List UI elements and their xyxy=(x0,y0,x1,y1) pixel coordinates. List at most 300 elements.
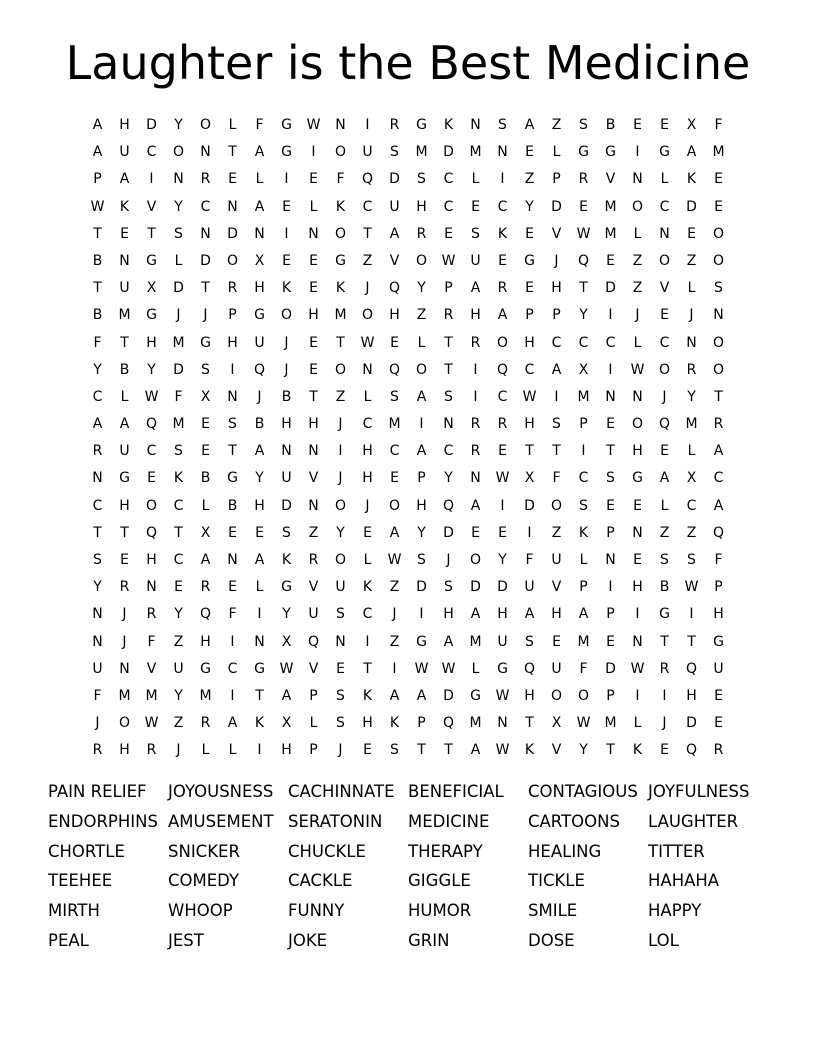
grid-letter: G xyxy=(335,252,346,269)
grid-letter: I xyxy=(473,388,478,405)
grid-letter: E xyxy=(228,579,237,596)
grid-letter: W xyxy=(360,334,375,351)
grid-row xyxy=(84,601,732,628)
grid-letter: L xyxy=(687,443,696,460)
grid-letter: F xyxy=(147,633,156,650)
grid-letter: B xyxy=(227,497,238,514)
grid-letter: D xyxy=(146,117,157,133)
grid-letter: X xyxy=(281,715,292,732)
grid-letter: D xyxy=(443,144,454,161)
grid-letter: D xyxy=(173,280,184,297)
grid-letter: A xyxy=(713,443,724,460)
grid-letter: Y xyxy=(93,579,102,596)
grid-letter: D xyxy=(686,198,697,215)
word-list-item: FUNNY xyxy=(288,901,345,921)
grid-letter: T xyxy=(606,443,615,460)
grid-letter: S xyxy=(390,144,399,161)
grid-letter: P xyxy=(93,171,102,188)
grid-letter: W xyxy=(279,660,294,677)
word-list-item: GIGGLE xyxy=(408,871,471,891)
grid-letter: C xyxy=(389,443,400,460)
grid-row xyxy=(84,574,732,601)
grid-letter: N xyxy=(200,225,211,242)
grid-letter: V xyxy=(308,579,319,596)
grid-letter: R xyxy=(200,579,211,596)
grid-letter: N xyxy=(335,633,346,650)
grid-letter: J xyxy=(662,388,667,405)
word-list-item: HAHAHA xyxy=(648,871,720,891)
word-list-item: ENDORPHINS xyxy=(48,811,158,831)
grid-letter: G xyxy=(416,633,427,650)
grid-letter: H xyxy=(146,552,157,568)
grid-letter: P xyxy=(606,687,615,704)
grid-letter: A xyxy=(497,307,508,324)
grid-letter: T xyxy=(714,388,723,405)
grid-letter: X xyxy=(686,117,697,133)
grid-letter: G xyxy=(632,470,643,487)
grid-letter: Q xyxy=(307,633,320,650)
grid-letter: Y xyxy=(174,687,183,704)
grid-letter: C xyxy=(146,144,157,161)
grid-letter: I xyxy=(635,687,640,704)
grid-letter: H xyxy=(497,606,508,623)
grid-letter: T xyxy=(552,443,561,460)
word-list-item: AMUSEMENT xyxy=(168,811,274,831)
grid-letter: A xyxy=(254,443,265,460)
word-list-row xyxy=(48,926,768,956)
grid-letter: Y xyxy=(498,552,507,568)
grid-letter: D xyxy=(551,198,562,215)
grid-letter: J xyxy=(338,742,343,759)
letter-grid xyxy=(84,112,732,765)
grid-letter: O xyxy=(388,497,401,514)
grid-letter: U xyxy=(551,660,562,677)
grid-letter: E xyxy=(633,117,642,133)
grid-letter: E xyxy=(687,225,696,242)
word-list-item: LOL xyxy=(648,930,679,950)
grid-letter: L xyxy=(363,552,372,568)
grid-letter: T xyxy=(255,687,264,704)
grid-letter: V xyxy=(308,660,319,677)
grid-letter: U xyxy=(362,144,373,161)
grid-letter: I xyxy=(149,171,154,188)
grid-letter: O xyxy=(658,361,671,378)
grid-letter: G xyxy=(605,144,616,161)
grid-letter: U xyxy=(389,198,400,215)
grid-letter: A xyxy=(227,715,238,732)
grid-letter: T xyxy=(579,280,588,297)
grid-letter: Q xyxy=(253,361,266,378)
grid-letter: D xyxy=(497,579,508,596)
grid-letter: L xyxy=(579,552,588,568)
grid-letter: N xyxy=(281,443,292,460)
grid-letter: Q xyxy=(145,524,158,541)
grid-letter: H xyxy=(200,633,211,650)
grid-letter: U xyxy=(119,443,130,460)
grid-letter: I xyxy=(230,633,235,650)
grid-letter: H xyxy=(686,687,697,704)
grid-letter: E xyxy=(120,552,129,568)
grid-letter: E xyxy=(714,687,723,704)
grid-letter: B xyxy=(254,416,265,433)
grid-letter: E xyxy=(255,524,264,541)
grid-letter: W xyxy=(522,388,537,405)
grid-letter: T xyxy=(660,633,669,650)
word-list-row xyxy=(48,807,768,837)
grid-letter: A xyxy=(254,198,265,215)
grid-letter: T xyxy=(525,715,534,732)
grid-letter: R xyxy=(119,579,130,596)
grid-letter: E xyxy=(363,742,372,759)
grid-letter: N xyxy=(686,334,697,351)
grid-letter: O xyxy=(226,252,239,269)
grid-letter: S xyxy=(336,715,345,732)
grid-letter: H xyxy=(551,606,562,623)
word-list-item: CONTAGIOUS xyxy=(528,782,638,801)
grid-letter: L xyxy=(660,497,669,514)
grid-letter: M xyxy=(118,307,131,324)
grid-letter: O xyxy=(334,225,347,242)
grid-letter: I xyxy=(527,524,532,541)
grid-letter: S xyxy=(579,497,588,514)
word-list-item: TEEHEE xyxy=(48,871,113,891)
grid-letter: E xyxy=(633,552,642,568)
grid-letter: K xyxy=(335,198,346,215)
grid-letter: N xyxy=(605,552,616,568)
grid-letter: O xyxy=(199,117,212,133)
grid-letter: N xyxy=(92,633,103,650)
grid-letter: W xyxy=(684,579,699,596)
grid-letter: N xyxy=(308,497,319,514)
grid-letter: T xyxy=(444,334,453,351)
grid-letter: N xyxy=(254,225,265,242)
grid-letter: U xyxy=(92,660,103,677)
grid-letter: C xyxy=(443,171,454,188)
grid-letter: E xyxy=(660,117,669,133)
grid-row xyxy=(84,656,732,683)
grid-letter: H xyxy=(119,497,130,514)
grid-letter: Q xyxy=(496,361,509,378)
grid-letter: Y xyxy=(417,524,426,541)
grid-letter: E xyxy=(309,171,318,188)
grid-letter: R xyxy=(200,715,211,732)
grid-letter: M xyxy=(469,715,482,732)
grid-letter: G xyxy=(416,117,427,133)
grid-letter: S xyxy=(174,443,183,460)
grid-letter: Z xyxy=(632,280,643,297)
grid-letter: C xyxy=(659,334,670,351)
grid-letter: W xyxy=(630,361,645,378)
grid-letter: D xyxy=(605,280,616,297)
grid-letter: J xyxy=(446,552,451,568)
grid-letter: T xyxy=(336,334,345,351)
grid-letter: C xyxy=(362,198,373,215)
grid-letter: S xyxy=(687,552,696,568)
grid-letter: I xyxy=(662,687,667,704)
grid-row xyxy=(84,493,732,520)
grid-letter: I xyxy=(635,606,640,623)
grid-row xyxy=(84,710,732,737)
grid-letter: T xyxy=(417,742,426,759)
grid-letter: M xyxy=(145,687,158,704)
grid-letter: Z xyxy=(659,524,670,541)
grid-letter: O xyxy=(658,252,671,269)
grid-letter: H xyxy=(119,742,130,759)
grid-letter: I xyxy=(608,361,613,378)
grid-letter: L xyxy=(417,334,426,351)
grid-letter: O xyxy=(415,252,428,269)
grid-letter: L xyxy=(363,388,372,405)
grid-letter: Z xyxy=(173,715,184,732)
grid-letter: N xyxy=(605,388,616,405)
grid-letter: P xyxy=(228,307,237,324)
grid-letter: Q xyxy=(577,252,590,269)
word-list-item: THERAPY xyxy=(408,841,483,861)
grid-letter: Y xyxy=(444,470,453,487)
grid-letter: A xyxy=(254,144,265,161)
word-list-item: CARTOONS xyxy=(528,811,620,831)
grid-letter: H xyxy=(362,470,373,487)
grid-letter: H xyxy=(524,334,535,351)
grid-letter: P xyxy=(606,524,615,541)
grid-letter: O xyxy=(334,552,347,568)
grid-letter: A xyxy=(470,742,481,759)
grid-letter: O xyxy=(631,198,644,215)
grid-letter: G xyxy=(200,334,211,351)
grid-row xyxy=(84,221,732,248)
grid-letter: I xyxy=(689,606,694,623)
grid-letter: V xyxy=(551,579,562,596)
grid-letter: E xyxy=(498,524,507,541)
grid-letter: Z xyxy=(416,307,427,324)
grid-letter: O xyxy=(280,307,293,324)
grid-letter: T xyxy=(444,742,453,759)
grid-letter: C xyxy=(362,606,373,623)
grid-letter: E xyxy=(390,470,399,487)
grid-letter: N xyxy=(335,117,346,133)
word-list-item: SERATONIN xyxy=(288,811,383,831)
grid-letter: C xyxy=(173,552,184,568)
grid-letter: C xyxy=(227,660,238,677)
grid-letter: T xyxy=(93,225,102,242)
grid-letter: S xyxy=(606,470,615,487)
grid-letter: H xyxy=(524,687,535,704)
grid-letter: C xyxy=(497,198,508,215)
grid-letter: E xyxy=(714,171,723,188)
grid-letter: J xyxy=(284,361,289,378)
grid-letter: I xyxy=(608,579,613,596)
word-list-item: HAPPY xyxy=(648,901,702,921)
grid-letter: E xyxy=(660,742,669,759)
grid-letter: G xyxy=(146,252,157,269)
grid-letter: D xyxy=(281,497,292,514)
grid-letter: D xyxy=(524,497,535,514)
grid-letter: E xyxy=(498,443,507,460)
grid-letter: P xyxy=(417,715,426,732)
word-list-item: PAIN RELIEF xyxy=(48,782,147,801)
grid-letter: U xyxy=(551,552,562,568)
grid-letter: H xyxy=(308,307,319,324)
grid-letter: R xyxy=(416,225,427,242)
grid-letter: W xyxy=(144,388,159,405)
grid-letter: X xyxy=(200,388,211,405)
grid-letter: K xyxy=(281,552,292,568)
grid-letter: D xyxy=(470,579,481,596)
grid-letter: X xyxy=(254,252,265,269)
grid-letter: Q xyxy=(685,742,698,759)
grid-letter: H xyxy=(524,416,535,433)
grid-letter: K xyxy=(497,225,508,242)
grid-letter: E xyxy=(633,497,642,514)
grid-letter: U xyxy=(281,470,292,487)
grid-letter: G xyxy=(119,470,130,487)
grid-letter: C xyxy=(200,198,211,215)
grid-letter: S xyxy=(498,117,507,133)
grid-letter: H xyxy=(443,606,454,623)
grid-letter: S xyxy=(336,687,345,704)
grid-letter: T xyxy=(228,144,237,161)
grid-letter: G xyxy=(254,307,265,324)
grid-letter: G xyxy=(497,660,508,677)
grid-letter: S xyxy=(444,579,453,596)
grid-letter: S xyxy=(660,552,669,568)
grid-letter: Z xyxy=(173,633,184,650)
grid-letter: A xyxy=(470,280,481,297)
word-list-item: JEST xyxy=(168,930,204,950)
grid-letter: E xyxy=(714,715,723,732)
grid-letter: A xyxy=(92,416,103,433)
grid-letter: S xyxy=(336,606,345,623)
grid-letter: T xyxy=(687,633,696,650)
grid-letter: A xyxy=(281,687,292,704)
grid-letter: D xyxy=(686,715,697,732)
grid-letter: P xyxy=(552,171,561,188)
grid-letter: E xyxy=(282,252,291,269)
grid-row xyxy=(84,275,732,302)
grid-letter: M xyxy=(604,225,617,242)
grid-letter: T xyxy=(147,225,156,242)
grid-letter: D xyxy=(173,361,184,378)
grid-letter: F xyxy=(525,552,534,568)
grid-letter: U xyxy=(713,660,724,677)
grid-letter: L xyxy=(228,117,237,133)
grid-letter: W xyxy=(441,660,456,677)
word-list-item: SNICKER xyxy=(168,841,240,861)
grid-letter: H xyxy=(551,280,562,297)
grid-letter: E xyxy=(606,497,615,514)
word-list-item: WHOOP xyxy=(168,901,233,921)
grid-letter: P xyxy=(525,307,534,324)
grid-letter: L xyxy=(687,280,696,297)
grid-letter: O xyxy=(415,361,428,378)
grid-letter: Q xyxy=(388,361,401,378)
grid-letter: N xyxy=(173,171,184,188)
grid-letter: J xyxy=(338,470,343,487)
grid-letter: P xyxy=(579,579,588,596)
grid-letter: J xyxy=(203,307,208,324)
grid-letter: N xyxy=(443,416,454,433)
grid-letter: B xyxy=(200,470,211,487)
grid-letter: J xyxy=(662,715,667,732)
grid-row xyxy=(84,438,732,465)
grid-row xyxy=(84,139,732,166)
word-list-item: COMEDY xyxy=(168,871,240,891)
grid-letter: A xyxy=(443,633,454,650)
grid-letter: L xyxy=(633,715,642,732)
grid-letter: I xyxy=(635,144,640,161)
grid-letter: T xyxy=(93,524,102,541)
grid-letter: U xyxy=(335,579,346,596)
grid-letter: P xyxy=(309,687,318,704)
grid-letter: G xyxy=(659,606,670,623)
grid-letter: E xyxy=(606,252,615,269)
grid-letter: W xyxy=(495,742,510,759)
grid-letter: D xyxy=(416,579,427,596)
grid-letter: I xyxy=(419,606,424,623)
word-list-item: CHORTLE xyxy=(48,841,125,861)
grid-letter: E xyxy=(471,524,480,541)
grid-letter: K xyxy=(362,579,373,596)
grid-letter: Y xyxy=(687,388,696,405)
word-list xyxy=(48,777,768,956)
grid-letter: E xyxy=(201,416,210,433)
grid-letter: M xyxy=(199,687,212,704)
grid-letter: E xyxy=(174,579,183,596)
grid-letter: K xyxy=(524,742,535,759)
grid-letter: E xyxy=(525,280,534,297)
grid-letter: R xyxy=(497,416,508,433)
grid-letter: V xyxy=(605,171,616,188)
grid-letter: E xyxy=(606,633,615,650)
grid-letter: V xyxy=(308,470,319,487)
grid-letter: H xyxy=(281,416,292,433)
page-title: Laughter is the Best Medicine xyxy=(65,36,751,90)
grid-letter: T xyxy=(228,443,237,460)
grid-letter: K xyxy=(173,470,184,487)
word-list-item: MIRTH xyxy=(48,901,100,921)
grid-letter: Q xyxy=(388,280,401,297)
grid-letter: R xyxy=(308,552,319,568)
grid-letter: A xyxy=(92,117,103,133)
grid-letter: X xyxy=(281,633,292,650)
grid-letter: U xyxy=(308,606,319,623)
grid-letter: J xyxy=(689,307,694,324)
grid-letter: Y xyxy=(147,361,156,378)
grid-letter: I xyxy=(284,171,289,188)
grid-letter: K xyxy=(254,715,265,732)
grid-letter: Y xyxy=(336,524,345,541)
grid-letter: D xyxy=(389,171,400,188)
grid-letter: C xyxy=(173,497,184,514)
grid-letter: Y xyxy=(525,198,534,215)
grid-letter: S xyxy=(228,416,237,433)
grid-letter: T xyxy=(363,660,372,677)
grid-letter: F xyxy=(174,388,183,405)
grid-letter: K xyxy=(443,117,454,133)
grid-letter: U xyxy=(119,280,130,297)
grid-letter: M xyxy=(685,416,698,433)
grid-letter: M xyxy=(577,633,590,650)
grid-letter: C xyxy=(92,497,103,514)
grid-letter: W xyxy=(576,225,591,242)
grid-letter: R xyxy=(713,742,724,759)
grid-letter: N xyxy=(632,388,643,405)
grid-letter: M xyxy=(334,307,347,324)
grid-letter: Y xyxy=(579,742,588,759)
grid-letter: S xyxy=(525,633,534,650)
grid-letter: V xyxy=(146,660,157,677)
grid-letter: V xyxy=(146,198,157,215)
